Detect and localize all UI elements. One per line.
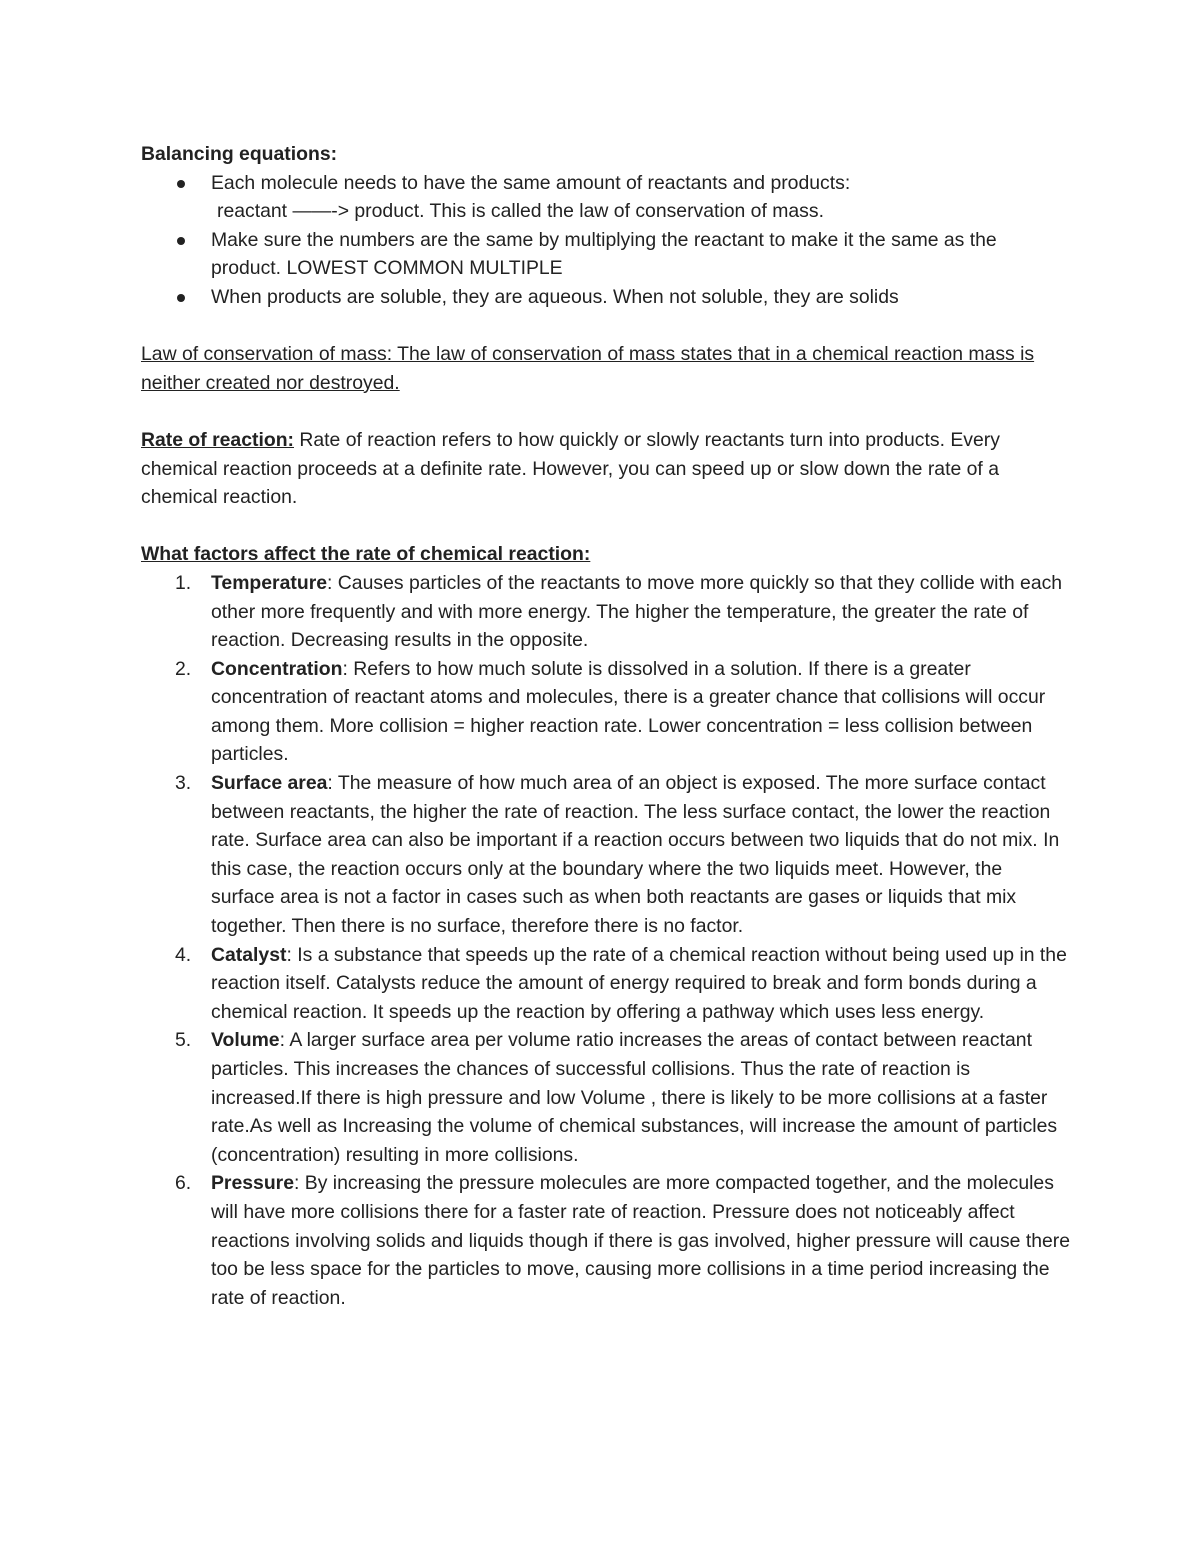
list-item [141, 569, 1071, 655]
factor-term: Concentration [211, 657, 343, 680]
spacer [141, 512, 1071, 541]
factor-number: 3. [175, 772, 192, 795]
spacer [141, 397, 1071, 426]
factor-description: : Causes particles of the reactants to move more quickly so that they collide with each other more frequently and with more energy. The higher the temperature, the greater the rate of reaction. Decreasing results in the opposite. [211, 571, 1063, 652]
factor-description: : Refers to how much solute is dissolved in a solution. If there is a greater concentration of reactant atoms and molecules, there is a greater chance that collisions will occur among them. More collision = higher reaction rate. Lower concentration = less collision between particles. [211, 657, 1046, 766]
balancing-heading: Balancing equations: [141, 143, 338, 165]
factor-number: 4. [175, 943, 192, 966]
factor-number: 2. [175, 657, 192, 680]
balancing-item-2-text: Make sure the numbers are the same by multiplying the reactant to make it the same as the product. LOWEST COMMON MULTIPLE [211, 228, 997, 280]
factor-description: : The measure of how much area of an object is exposed. The more surface contact between reactants, the higher the rate of reaction. The less surface contact, the lower the reaction rate. Surface area can also be important if a reaction occurs between two liquids that do not mix. In this case, the reaction occurs only at the boundary where the two liquids meet. However, the surface area is not a factor in cases such as when both reactants are gases or liquids that mix together. Then there is no surface, therefore there is no factor. [211, 772, 1060, 938]
factors-list [141, 569, 1071, 1312]
list-item [141, 941, 1071, 1027]
spacer [141, 312, 1071, 341]
bullet-icon [177, 237, 185, 245]
rate-of-reaction-label: Rate of reaction: [141, 428, 294, 451]
rate-of-reaction-paragraph [141, 426, 1071, 512]
factor-number: 5. [175, 1029, 192, 1052]
balancing-item-1-line2: reactant ——-> product. This is called the law of conservation of mass. [217, 200, 824, 223]
bullet-icon [177, 180, 185, 188]
factor-number: 1. [175, 571, 192, 594]
list-item [141, 655, 1071, 769]
factor-description: : A larger surface area per volume ratio increases the areas of contact between reactant particles. This increases the chances of successful collisions. Thus the rate of reaction is increased.If there is high pressure and low Volume , there is likely to be more collisions at a faster rate.As well as Increasing the volume of chemical substances, will increase the amount of particles (concentration) resulting in more collisions. [211, 1029, 1058, 1166]
factor-description: : By increasing the pressure molecules are more compacted together, and the molecules will have more collisions there for a faster rate of reaction. Pressure does not noticeably affect reactions involving solids and liquids though if there is gas involved, higher pressure will cause there too be less space for the particles to move, causing more collisions in a time period increasing the rate of reaction. [211, 1172, 1071, 1309]
bullet-icon [177, 294, 185, 302]
list-item [141, 1169, 1071, 1312]
list-item [141, 226, 1071, 283]
balancing-item-3-text: When products are soluble, they are aqueous. When not soluble, they are solids [211, 285, 899, 308]
list-item [141, 769, 1071, 941]
factor-term: Temperature [211, 571, 328, 594]
factor-number: 6. [175, 1172, 192, 1195]
factor-term: Volume [211, 1029, 280, 1052]
list-item [141, 169, 1071, 226]
factors-heading: What factors affect the rate of chemical reaction: [141, 543, 591, 566]
balancing-item-1-line1: Each molecule needs to have the same amount of reactants and products: [211, 171, 851, 194]
rate-of-reaction-text: Rate of reaction refers to how quickly or slowly reactants turn into products. Every chemical reaction proceeds at a definite rate. However, you can speed up or slow down the rate of a chemical reaction. [141, 428, 1000, 509]
factor-term: Surface area [211, 772, 328, 795]
law-of-conservation-paragraph: Law of conservation of mass: The law of conservation of mass states that in a chemical reaction mass is neither created nor destroyed. [141, 343, 1035, 394]
factor-term: Catalyst [211, 943, 287, 966]
list-item [141, 1026, 1071, 1169]
factor-term: Pressure [211, 1172, 295, 1195]
balancing-list [141, 169, 1071, 312]
document-page [141, 140, 1071, 1312]
list-item [141, 283, 1071, 312]
factor-description: : Is a substance that speeds up the rate of a chemical reaction without being used up in the reaction itself. Catalysts reduce the amount of energy required to break and form bonds during a chemical reaction. It speeds up the reaction by offering a pathway which uses less energy. [211, 943, 1067, 1023]
